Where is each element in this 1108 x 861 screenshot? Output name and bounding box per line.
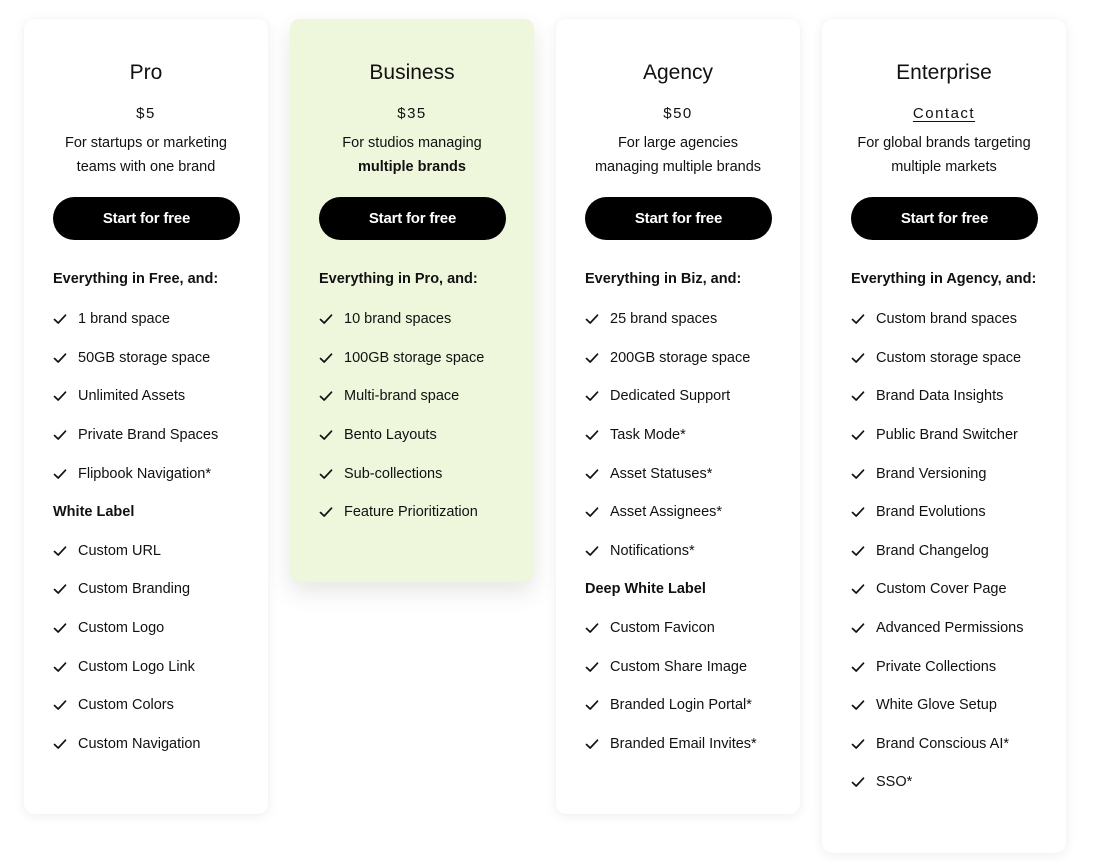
start-for-free-button[interactable]: Start for free xyxy=(851,197,1038,240)
check-icon xyxy=(585,389,599,403)
check-icon xyxy=(851,467,865,481)
check-icon xyxy=(53,737,67,751)
check-icon xyxy=(851,428,865,442)
check-icon xyxy=(585,428,599,442)
plan-card-enterprise xyxy=(822,19,1066,853)
feature-item xyxy=(53,647,258,686)
plan-description xyxy=(308,131,516,179)
check-icon xyxy=(319,467,333,481)
plan-name: Pro xyxy=(129,61,163,84)
feature-list xyxy=(585,268,790,763)
check-icon xyxy=(319,428,333,442)
feature-item-label: Brand Data Insights xyxy=(876,388,1004,405)
feature-item xyxy=(53,570,258,609)
feature-item xyxy=(851,300,1056,339)
plan-description-line: managing multiple brands xyxy=(594,159,762,175)
plan-description-line: For global brands targeting xyxy=(857,135,1031,151)
feature-item-label: Custom Branding xyxy=(78,581,191,598)
feature-item-label: Public Brand Switcher xyxy=(876,427,1018,444)
plan-price: $35 xyxy=(397,105,427,122)
feature-item xyxy=(585,416,790,455)
check-icon xyxy=(53,660,67,674)
check-icon xyxy=(585,505,599,519)
feature-item xyxy=(851,454,1056,493)
feature-item-label: Multi-brand space xyxy=(344,388,460,405)
check-icon xyxy=(319,389,333,403)
check-icon xyxy=(585,621,599,635)
feature-item xyxy=(53,339,258,378)
feature-item xyxy=(319,416,524,455)
feature-item-label: 1 brand space xyxy=(78,311,170,328)
start-for-free-button[interactable]: Start for free xyxy=(319,197,506,240)
plan-description-line: multiple markets xyxy=(891,159,997,175)
check-icon xyxy=(53,698,67,712)
check-icon xyxy=(851,698,865,712)
feature-item xyxy=(319,493,524,532)
feature-item-label: Brand Conscious AI* xyxy=(876,735,1009,752)
feature-item-label: Asset Statuses* xyxy=(610,465,713,482)
start-for-free-button[interactable]: Start for free xyxy=(585,197,772,240)
feature-item-label: Unlimited Assets xyxy=(78,388,186,405)
feature-item-label: Brand Versioning xyxy=(876,465,987,482)
plan-description-line: teams with one brand xyxy=(76,159,216,175)
feature-item-label: Custom Logo xyxy=(78,620,165,637)
feature-item xyxy=(53,377,258,416)
feature-item xyxy=(585,377,790,416)
feature-item xyxy=(585,647,790,686)
check-icon xyxy=(585,737,599,751)
feature-section-heading: White Label xyxy=(53,504,135,521)
feature-item xyxy=(53,454,258,493)
check-icon xyxy=(319,351,333,365)
feature-item-label: Advanced Permissions xyxy=(876,620,1024,637)
check-icon xyxy=(53,467,67,481)
feature-item-label: White Glove Setup xyxy=(876,697,997,714)
check-icon xyxy=(53,428,67,442)
feature-item xyxy=(585,686,790,725)
feature-item xyxy=(319,339,524,378)
check-icon xyxy=(585,467,599,481)
feature-item xyxy=(851,725,1056,764)
feature-item xyxy=(851,609,1056,648)
plan-card-business xyxy=(290,19,534,582)
feature-item xyxy=(585,725,790,764)
plan-card-agency xyxy=(556,19,800,814)
check-icon xyxy=(851,582,865,596)
feature-section-heading: Everything in Agency, and: xyxy=(851,271,1037,287)
check-icon xyxy=(851,505,865,519)
plan-price: $50 xyxy=(663,105,693,122)
check-icon xyxy=(53,621,67,635)
feature-item xyxy=(319,300,524,339)
feature-list xyxy=(319,268,524,532)
feature-item-label: Brand Evolutions xyxy=(876,504,986,521)
plan-description-line-emphasis: multiple brands xyxy=(358,159,466,175)
feature-item xyxy=(53,725,258,764)
feature-item-label: Brand Changelog xyxy=(876,542,989,559)
feature-item-label: Custom brand spaces xyxy=(876,311,1018,328)
plan-name: Business xyxy=(369,61,455,84)
check-icon xyxy=(319,505,333,519)
feature-item xyxy=(585,532,790,571)
feature-item-label: 100GB storage space xyxy=(344,349,485,366)
feature-section-heading: Everything in Biz, and: xyxy=(585,271,742,287)
feature-item-label: Notifications* xyxy=(610,542,695,559)
feature-item-label: Custom URL xyxy=(78,542,161,559)
feature-item-label: Dedicated Support xyxy=(610,388,731,405)
check-icon xyxy=(585,698,599,712)
feature-item-label: Custom storage space xyxy=(876,349,1022,366)
feature-item-label: 50GB storage space xyxy=(78,349,211,366)
feature-item-label: 10 brand spaces xyxy=(344,311,452,328)
feature-item xyxy=(851,532,1056,571)
feature-item-label: Branded Email Invites* xyxy=(610,735,757,752)
feature-item xyxy=(851,763,1056,802)
feature-item-label: Custom Navigation xyxy=(78,735,201,752)
plan-description xyxy=(840,131,1048,179)
plan-price: $5 xyxy=(136,105,156,122)
feature-item xyxy=(585,493,790,532)
feature-section-heading: Everything in Free, and: xyxy=(53,271,219,287)
feature-item-label: Private Collections xyxy=(876,658,997,675)
feature-item-label: 25 brand spaces xyxy=(610,311,718,328)
check-icon xyxy=(851,544,865,558)
feature-item-label: Flipbook Navigation* xyxy=(78,465,211,482)
check-icon xyxy=(851,775,865,789)
feature-item xyxy=(319,454,524,493)
plan-description-line: For studios managing xyxy=(342,135,482,151)
plan-description-line: For startups or marketing xyxy=(65,135,227,151)
check-icon xyxy=(851,660,865,674)
feature-list xyxy=(53,268,258,763)
feature-section-heading: Deep White Label xyxy=(585,581,706,598)
feature-item-label: Branded Login Portal* xyxy=(610,697,752,714)
feature-item-label: 200GB storage space xyxy=(610,349,751,366)
plan-description xyxy=(574,131,782,179)
check-icon xyxy=(585,660,599,674)
plan-name: Agency xyxy=(642,61,714,84)
feature-item-label: Custom Share Image xyxy=(610,658,748,675)
feature-item xyxy=(851,570,1056,609)
check-icon xyxy=(585,312,599,326)
plan-card-pro xyxy=(24,19,268,814)
feature-list xyxy=(851,268,1056,802)
feature-item xyxy=(851,416,1056,455)
check-icon xyxy=(319,312,333,326)
feature-item-label: Private Brand Spaces xyxy=(78,427,219,444)
feature-item-label: Sub-collections xyxy=(344,465,443,482)
feature-item-label: Custom Logo Link xyxy=(78,658,195,675)
feature-item xyxy=(53,686,258,725)
feature-item xyxy=(53,300,258,339)
check-icon xyxy=(585,351,599,365)
feature-item xyxy=(851,686,1056,725)
feature-item xyxy=(53,416,258,455)
feature-item-label: SSO* xyxy=(876,774,913,791)
plan-description xyxy=(42,131,250,179)
feature-item xyxy=(851,647,1056,686)
feature-item-label: Asset Assignees* xyxy=(610,504,723,521)
check-icon xyxy=(851,389,865,403)
feature-item xyxy=(585,454,790,493)
feature-item xyxy=(585,609,790,648)
check-icon xyxy=(851,621,865,635)
check-icon xyxy=(53,582,67,596)
check-icon xyxy=(851,351,865,365)
check-icon xyxy=(53,312,67,326)
feature-item xyxy=(53,532,258,571)
contact-link[interactable]: Contact xyxy=(912,105,976,122)
feature-item-label: Custom Favicon xyxy=(610,620,715,637)
feature-item xyxy=(851,493,1056,532)
feature-item-label: Bento Layouts xyxy=(344,427,437,444)
check-icon xyxy=(851,312,865,326)
start-for-free-button[interactable]: Start for free xyxy=(53,197,240,240)
feature-item xyxy=(851,377,1056,416)
feature-section-heading: Everything in Pro, and: xyxy=(319,271,478,287)
check-icon xyxy=(851,737,865,751)
feature-item xyxy=(585,300,790,339)
feature-item xyxy=(53,609,258,648)
feature-item-label: Task Mode* xyxy=(610,427,686,444)
plan-name: Enterprise xyxy=(896,61,992,84)
feature-item-label: Custom Colors xyxy=(78,697,174,714)
feature-item xyxy=(319,377,524,416)
feature-item-label: Feature Prioritization xyxy=(344,504,478,521)
plan-description-line: For large agencies xyxy=(617,135,739,151)
check-icon xyxy=(53,351,67,365)
check-icon xyxy=(585,544,599,558)
feature-item-label: Custom Cover Page xyxy=(876,581,1007,598)
check-icon xyxy=(53,544,67,558)
check-icon xyxy=(53,389,67,403)
feature-item xyxy=(851,339,1056,378)
feature-item xyxy=(585,339,790,378)
